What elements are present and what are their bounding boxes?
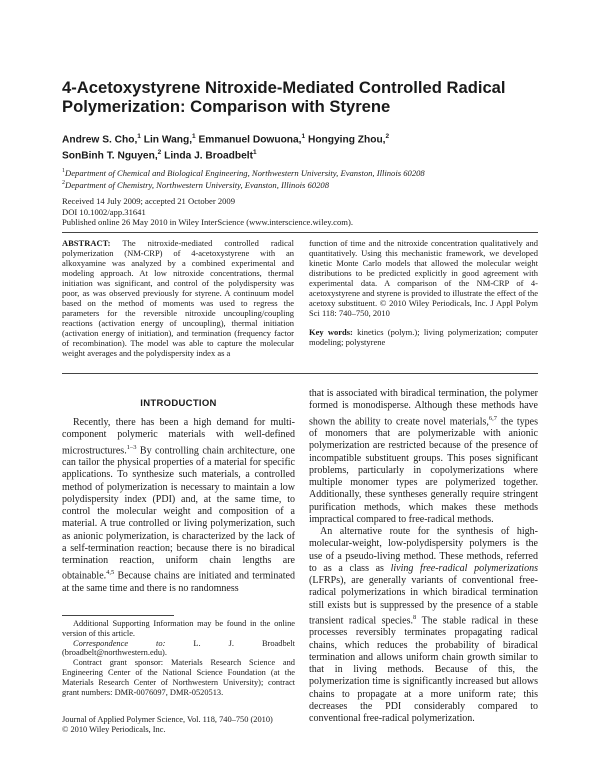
affil-mark: 1 [62, 168, 65, 174]
abstract-text-left: The nitroxide-mediated controlled radical polymerization (NM-CRP) of 4-acetoxystyrene with an alkoxyamine was analyzed by a combined experimental and modeling approach. At low nitroxide concentrations, thermal initiation was significant, and control of the polydispersity was poor, as was observed previously for styrene. A continuum model based on the method of moments was used to regress the parameters for the reversible nitroxide uncoupling/coupling reactions (activation energy of uncoupling), thermal initiation (activation energy of initiation), and termination (frequency factor of recombination). The model was able to capture the molecular weight averages and the polydispersity index as a [62, 238, 294, 358]
affiliation-1 [62, 166, 542, 178]
intro-text: (LFRPs), are generally variants of conventional free-radical polymerizations in which biradical termination still exists but is suppressed by the presence of a stable transient radical species. [309, 575, 538, 627]
author-list [62, 130, 542, 163]
intro-text: An alternative route for the synthesis of high-molecular-weight, low-polydispersity polymers is the use of a pseudo-living method. These methods, referred to as a class as [309, 526, 538, 574]
author-name[interactable]: Emmanuel Dowuona, [195, 134, 302, 146]
author-name[interactable]: Lin Wang, [140, 134, 193, 146]
affil-text: Department of Chemical and Biological Engineering, Northwestern University, Evanston, Illinois 60208 [65, 167, 425, 178]
author-name[interactable]: Linda J. Broadbelt [161, 150, 253, 162]
affiliations [62, 166, 542, 190]
affil-text: Department of Chemistry, Northwestern University, Evanston, Illinois 60208 [65, 179, 330, 190]
abstract-heading: ABSTRACT: [62, 238, 111, 248]
intro-paragraph-1 [62, 417, 295, 595]
citation-mark[interactable]: 1–3 [126, 443, 137, 451]
author-affil-mark: 1 [137, 133, 141, 140]
footnote-rule [62, 615, 174, 616]
abstract-top-rule [62, 232, 538, 233]
abstract-bottom-rule [62, 373, 538, 374]
keywords-label: Key words: [309, 327, 353, 337]
author-affil-mark: 2 [385, 133, 390, 140]
intro-italic-term: living free-radical polymerizations [390, 562, 538, 574]
correspondence-text[interactable]: L. J. Broadbelt (broadbelt@northwestern.edu). [62, 638, 295, 658]
author-name[interactable]: Andrew S. Cho, [62, 134, 138, 146]
intro-right-column [309, 388, 538, 725]
intro-left-column [62, 417, 295, 595]
citation-mark[interactable]: 8 [413, 613, 417, 621]
author-name[interactable]: SonBinh T. Nguyen, [62, 150, 158, 162]
footnote-grant: Contract grant sponsor: Materials Research Science and Engineering Center of the National Science Foundation (at the Materials Research Center of Northwestern University); contract grant numbers: DMR-0076097, DMR-0520513. [62, 658, 295, 697]
intro-paragraph-2 [309, 526, 538, 725]
author-name[interactable]: Hongying Zhou, [305, 134, 386, 146]
abstract-left-column [62, 238, 294, 358]
section-heading-introduction: INTRODUCTION [140, 398, 217, 409]
intro-text: Because chains are initiated and terminated at the same time and there is no randomness [62, 570, 295, 594]
author-line-2 [62, 146, 542, 162]
citation-mark[interactable]: 6,7 [488, 414, 498, 422]
received-date: Received 14 July 2009; accepted 21 October 2009 [62, 196, 236, 206]
doi-line[interactable]: DOI 10.1002/app.31641 [62, 206, 146, 217]
intro-text: By controlling chain architecture, one can tailor the physical properties of a material for specific applications. To synthesize such materials, a controlled method of polymerization is necessary to maintain a low polydispersity index (PDI) and, at the same time, to control the molecular weight and composition of a material. A true controlled or living polymerization, such as anionic polymerization, is characterized by the lack of a self-termination reaction; because there is no biradical termination reaction, uniform chain lengths are obtainable. [62, 444, 295, 582]
intro-text: the types of monomers that are polymerizable with anionic polymerization are restricted because of the presence of incompatible substituent groups. This poses significant problems, particularly in copolymerizations where multiple monomer types are polymerized together. Additionally, these syntheses generally require stringent purification methods, which makes these methods impractical compared to free-radical methods. [309, 415, 539, 525]
citation-mark[interactable]: 4,5 [106, 569, 115, 577]
paper-title: 4-Acetoxystyrene Nitroxide-Mediated Controlled Radical Polymerization: Comparison with Styrene [62, 78, 506, 116]
published-date: Published online 26 May 2010 in Wiley InterScience (www.interscience.wiley.com). [62, 217, 353, 227]
affil-mark: 2 [62, 179, 65, 186]
intro-text: that is associated with biradical termination, the polymer formed is monodisperse. Although these methods have shown the ability to create novel materials, [309, 388, 538, 427]
abstract-text-right: function of time and the nitroxide concentration qualitatively and quantitatively. Using this mechanistic framework, we developed kinetic Monte Carlo models that allowed the molecular weight distributions to be predicted explicitly in good agreement with experimental data. A comparison of the NM-CRP of 4-acetoxystyrene and styrene is provided to illustrate the effect of the acetoxy substituent. © 2010 Wiley Periodicals, Inc. J Appl Polym Sci 118: 740–750, 2010 [309, 238, 538, 318]
intro-text: The stable radical in these processes reversibly terminates propagating radical chains, which reduces the probability of biradical termination and allows uniform chain growth similar to that in living methods. Because of this, the polymerization time is significantly increased but allows chains to propagate at a more uniform rate; this decreases the PDI considerably compared to conventional free-radical polymerization. [309, 615, 539, 725]
correspondence-label: Correspondence to: [73, 638, 166, 648]
article-history [62, 196, 542, 228]
journal-line: Journal of Applied Polymer Science, Vol. 118, 740–750 (2010) [62, 715, 273, 724]
author-affil-mark: 1 [252, 149, 257, 157]
journal-citation [62, 715, 295, 735]
footnotes [62, 619, 295, 697]
keywords [309, 327, 538, 347]
copyright-line: © 2010 Wiley Periodicals, Inc. [62, 725, 166, 734]
author-line-1 [62, 130, 542, 146]
affiliation-2 [62, 178, 542, 190]
author-affil-mark: 2 [157, 149, 162, 157]
footnote-correspondence [62, 639, 295, 659]
keywords-text: kinetics (polym.); living polymerization; computer modeling; polystyrene [309, 327, 538, 347]
intro-paragraph-continued [309, 388, 538, 526]
footnote-supporting: Additional Supporting Information may be found in the online version of this article. [62, 619, 295, 638]
intro-text: Recently, there has been a high demand for multi-component polymeric materials with well-defined microstructures. [62, 417, 295, 456]
author-affil-mark: 1 [301, 133, 306, 140]
author-affil-mark: 1 [192, 133, 196, 140]
abstract-right-column [309, 238, 538, 347]
